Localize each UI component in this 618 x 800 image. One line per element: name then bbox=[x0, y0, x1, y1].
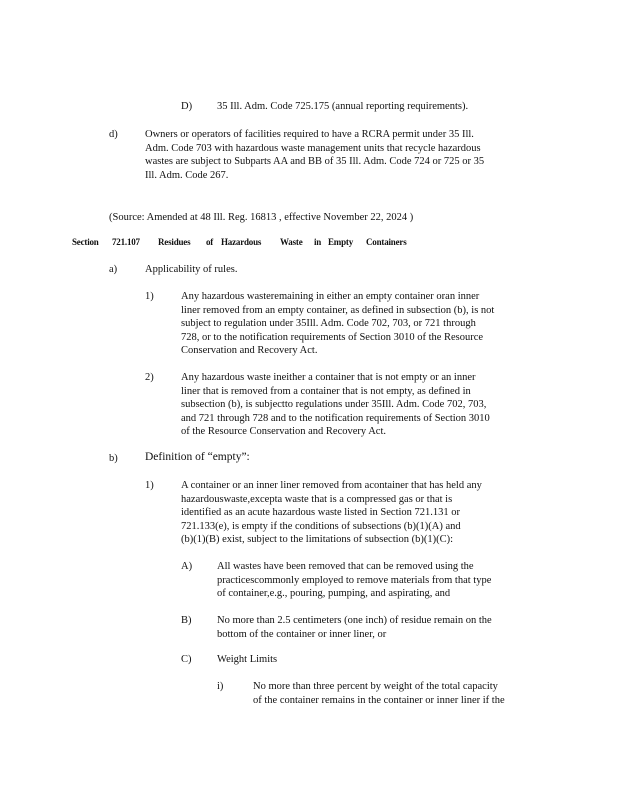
line: bottom of the container or inner liner, or bbox=[217, 628, 387, 640]
line: No more than three percent by weight of the total capacity bbox=[253, 681, 498, 692]
item-label-a1: 1) bbox=[145, 291, 154, 302]
line: A container or an inner liner removed from acontainer that has held any bbox=[181, 480, 482, 491]
section-title-word: Residues bbox=[158, 237, 191, 247]
line: 721.133(e), is empty if the conditions of subsections (b)(1)(A) and bbox=[181, 520, 461, 532]
item-label-B: B) bbox=[181, 615, 192, 626]
line: liner that is removed from a container that is not empty, as defined in bbox=[181, 385, 471, 397]
line: Any hazardous waste ineither a container that is not empty or an inner bbox=[181, 372, 476, 383]
subsection-label-a: a) bbox=[109, 264, 118, 275]
item-label-a2: 2) bbox=[145, 372, 154, 383]
item-text-b1 bbox=[181, 479, 526, 547]
line: Ill. Adm. Code 267. bbox=[145, 169, 229, 181]
line: Conservation and Recovery Act. bbox=[181, 345, 318, 357]
item-label-b1: 1) bbox=[145, 480, 154, 491]
line: wastes are subject to Subparts AA and BB of 35 Ill. Adm. Code 724 or 725 or 35 bbox=[145, 156, 485, 168]
line: Any hazardous wasteremaining in either an empty container oran inner bbox=[181, 291, 480, 302]
line: subject to regulation under 35Ill. Adm. Code 702, 703, or 721 through bbox=[181, 318, 476, 330]
item-text-D bbox=[217, 100, 517, 114]
section-title-word: Hazardous bbox=[221, 237, 262, 247]
line: All wastes have been removed that can be removed using the bbox=[217, 561, 474, 572]
line: subsection (b), is subjectto regulations under 35Ill. Adm. Code 702, 703, bbox=[181, 399, 487, 411]
line: and 721 through 728 and to the notification requirements of Section 3010 bbox=[181, 412, 490, 424]
section-number: 721.107 bbox=[112, 237, 140, 247]
line: (b)(1)(B) exist, subject to the limitations of subsection (b)(1)(C): bbox=[181, 534, 454, 546]
item-text-i bbox=[253, 680, 543, 707]
line: of the container remains in the container or inner liner if the bbox=[253, 694, 505, 706]
item-label-A: A) bbox=[181, 561, 193, 572]
source-note-text: (Source: Amended at 48 Ill. Reg. 16813 , effective November 22, 2024 ) bbox=[109, 212, 414, 223]
line: identified as an acute hazardous waste listed in Section 721.131 or bbox=[181, 507, 461, 519]
section-label: Section bbox=[72, 237, 99, 247]
line: practicescommonly employed to remove materials from that type bbox=[217, 574, 492, 586]
item-text-a2 bbox=[181, 371, 543, 439]
item-label-d: d) bbox=[109, 129, 118, 140]
item-text-A bbox=[217, 560, 533, 601]
line: 35 Ill. Adm. Code 725.175 (annual reporting requirements). bbox=[217, 101, 469, 112]
section-title-word: Containers bbox=[366, 237, 407, 247]
section-title-word: in bbox=[314, 237, 322, 247]
line: liner removed from an empty container, as defined in subsection (b), is not bbox=[181, 304, 495, 316]
section-title-word: Empty bbox=[328, 237, 354, 247]
line: of container,e.g., pouring, pumping, and aspirating, and bbox=[217, 588, 451, 600]
line: of the Resource Conservation and Recovery Act. bbox=[181, 426, 386, 438]
line: Weight Limits bbox=[217, 654, 278, 665]
subsection-heading-b: Definition of “empty”: bbox=[145, 451, 250, 463]
line: Owners or operators of facilities required to have a RCRA permit under 35 Ill. bbox=[145, 129, 474, 140]
item-text-C bbox=[217, 653, 417, 667]
item-text-d bbox=[145, 128, 540, 182]
line: hazardouswaste,excepta waste that is a compressed gas or that is bbox=[181, 493, 453, 505]
section-title-word: of bbox=[206, 237, 214, 247]
subsection-label-b: b) bbox=[109, 453, 118, 464]
section-title-word: Waste bbox=[280, 237, 303, 247]
item-label-i: i) bbox=[217, 681, 224, 692]
subsection-heading-a: Applicability of rules. bbox=[145, 264, 238, 275]
item-text-a1 bbox=[181, 290, 543, 358]
item-text-B bbox=[217, 614, 533, 641]
item-label-C: C) bbox=[181, 654, 192, 665]
line: 728, or to the notification requirements of Section 3010 of the Resource bbox=[181, 331, 484, 343]
line: Adm. Code 703 with hazardous waste management units that recycle hazardous bbox=[145, 142, 481, 154]
line: No more than 2.5 centimeters (one inch) of residue remain on the bbox=[217, 615, 492, 626]
item-label-D: D) bbox=[181, 101, 193, 112]
source-note bbox=[109, 211, 529, 225]
